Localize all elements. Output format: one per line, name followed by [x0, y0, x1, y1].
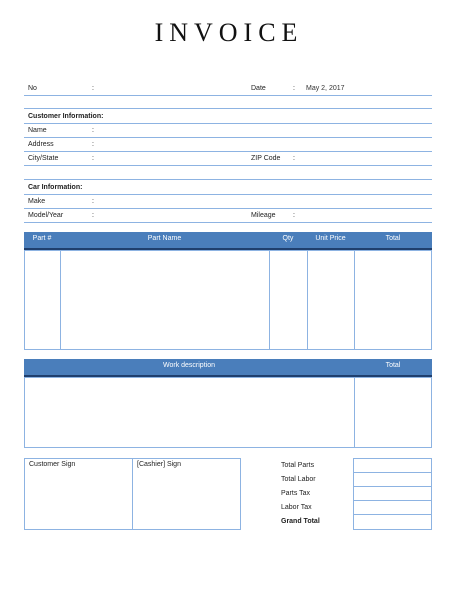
- modelyear-label: Model/Year: [28, 212, 64, 219]
- divider: [354, 514, 431, 515]
- work-table-body[interactable]: [24, 377, 432, 448]
- invoice-title: INVOICE: [154, 18, 304, 47]
- mileage-label: Mileage: [251, 212, 276, 219]
- signature-box[interactable]: [24, 458, 241, 530]
- col-part-name: Part Name: [147, 235, 182, 242]
- name-label: Name: [28, 127, 47, 134]
- date-colon: :: [293, 85, 295, 92]
- customer-sign-label: Customer Sign: [29, 461, 76, 468]
- divider: [24, 165, 432, 166]
- address-label: Address: [28, 141, 54, 148]
- col-work-description: Work description: [162, 362, 215, 369]
- date-label: Date: [251, 85, 266, 92]
- address-colon: :: [92, 141, 94, 148]
- grand-total-label: Grand Total: [281, 518, 320, 525]
- name-colon: :: [92, 127, 94, 134]
- parts-table-header: [24, 232, 432, 248]
- labor-tax-label: Labor Tax: [281, 504, 312, 511]
- no-colon: :: [92, 85, 94, 92]
- divider: [354, 486, 431, 487]
- column-divider: [60, 251, 61, 349]
- work-table-header: [24, 359, 432, 375]
- parts-table-body[interactable]: [24, 250, 432, 350]
- col-work-total: Total: [385, 362, 401, 369]
- no-label: No: [28, 85, 37, 92]
- summary-values[interactable]: [353, 458, 432, 530]
- make-label: Make: [28, 198, 46, 205]
- col-part-number: Part #: [32, 235, 52, 242]
- col-qty: Qty: [282, 235, 294, 242]
- car-section-label: Car Information:: [28, 184, 83, 191]
- divider: [24, 151, 432, 152]
- parts-tax-label: Parts Tax: [281, 490, 311, 497]
- date-value[interactable]: May 2, 2017: [306, 85, 345, 92]
- citystate-colon: :: [92, 155, 94, 162]
- zip-colon: :: [293, 155, 295, 162]
- customer-section-label: Customer Information:: [28, 113, 104, 120]
- divider: [24, 123, 432, 124]
- make-colon: :: [92, 198, 94, 205]
- cashier-sign-label: [Cashier] Sign: [137, 461, 181, 468]
- column-divider: [307, 251, 308, 349]
- divider: [24, 95, 432, 96]
- divider: [354, 472, 431, 473]
- divider: [24, 108, 432, 109]
- column-divider: [354, 378, 355, 447]
- zip-label: ZIP Code: [251, 155, 281, 162]
- modelyear-colon: :: [92, 212, 94, 219]
- column-divider: [354, 251, 355, 349]
- divider: [24, 179, 432, 180]
- divider: [24, 137, 432, 138]
- total-parts-label: Total Parts: [281, 462, 315, 469]
- divider: [354, 500, 431, 501]
- column-divider: [132, 459, 133, 529]
- total-labor-label: Total Labor: [281, 476, 316, 483]
- col-unit-price: Unit Price: [315, 235, 346, 242]
- col-total: Total: [385, 235, 401, 242]
- mileage-colon: :: [293, 212, 295, 219]
- divider: [24, 208, 432, 209]
- divider: [24, 222, 432, 223]
- divider: [24, 194, 432, 195]
- column-divider: [269, 251, 270, 349]
- citystate-label: City/State: [28, 155, 59, 162]
